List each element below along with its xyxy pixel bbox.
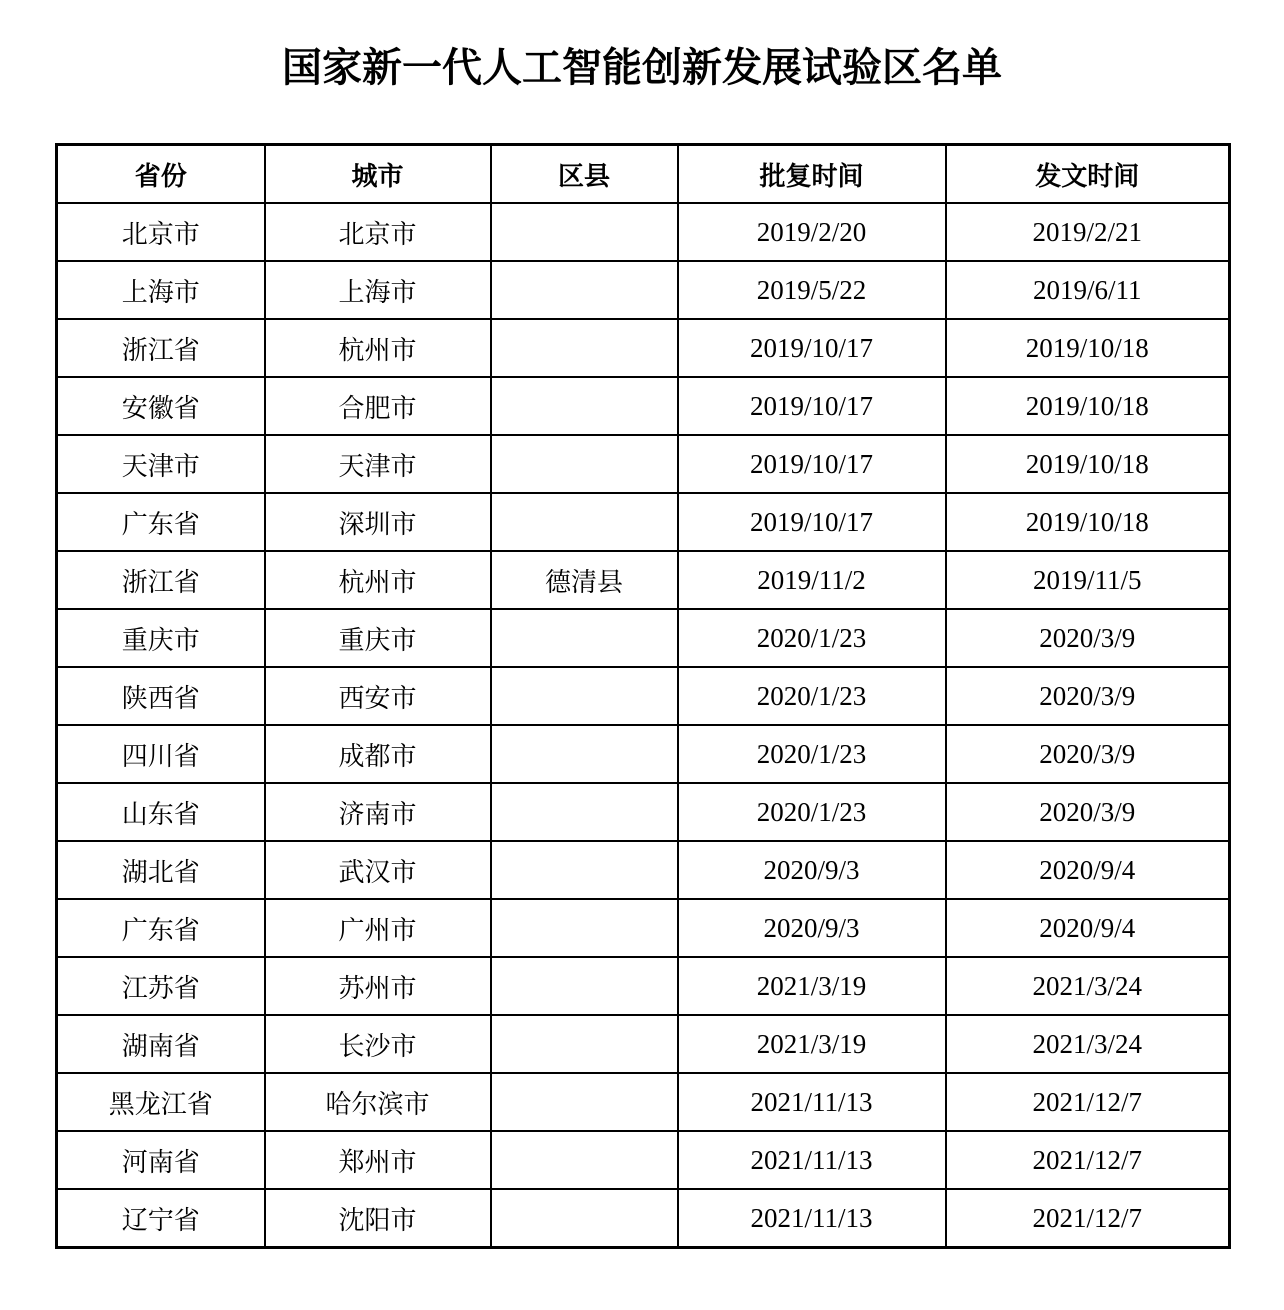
cell-city: 西安市: [265, 667, 491, 725]
cell-approval-date: 2019/10/17: [678, 377, 946, 435]
cell-issue-date: 2020/3/9: [946, 667, 1230, 725]
cell-province: 安徽省: [57, 377, 265, 435]
cell-city: 上海市: [265, 261, 491, 319]
table-row: [57, 957, 1230, 1015]
cell-province: 辽宁省: [57, 1189, 265, 1248]
table-row: [57, 203, 1230, 261]
header-province: 省份: [57, 145, 265, 204]
table-row: [57, 1015, 1230, 1073]
header-issue-date: 发文时间: [946, 145, 1230, 204]
cell-approval-date: 2021/3/19: [678, 1015, 946, 1073]
cell-province: 四川省: [57, 725, 265, 783]
cell-approval-date: 2019/11/2: [678, 551, 946, 609]
table-row: [57, 1073, 1230, 1131]
cell-district: [491, 377, 678, 435]
header-city: 城市: [265, 145, 491, 204]
cell-issue-date: 2020/3/9: [946, 783, 1230, 841]
cell-issue-date: 2020/3/9: [946, 609, 1230, 667]
cell-province: 广东省: [57, 493, 265, 551]
cell-issue-date: 2021/12/7: [946, 1189, 1230, 1248]
cell-district: [491, 319, 678, 377]
cell-province: 浙江省: [57, 319, 265, 377]
table-row: [57, 261, 1230, 319]
cell-approval-date: 2020/1/23: [678, 609, 946, 667]
table-row: [57, 783, 1230, 841]
cell-district: [491, 493, 678, 551]
cell-district: [491, 841, 678, 899]
cell-city: 济南市: [265, 783, 491, 841]
cell-approval-date: 2021/11/13: [678, 1131, 946, 1189]
cell-approval-date: 2019/5/22: [678, 261, 946, 319]
cell-issue-date: 2019/6/11: [946, 261, 1230, 319]
table-row: [57, 493, 1230, 551]
table-row: [57, 319, 1230, 377]
cell-district: [491, 667, 678, 725]
cell-city: 长沙市: [265, 1015, 491, 1073]
page-title: 国家新一代人工智能创新发展试验区名单: [282, 45, 1002, 91]
cell-province: 天津市: [57, 435, 265, 493]
table-row: [57, 1131, 1230, 1189]
cell-city: 天津市: [265, 435, 491, 493]
cell-district: [491, 609, 678, 667]
cell-district: [491, 1015, 678, 1073]
cell-province: 北京市: [57, 203, 265, 261]
cell-city: 沈阳市: [265, 1189, 491, 1248]
cell-approval-date: 2019/2/20: [678, 203, 946, 261]
cell-issue-date: 2019/2/21: [946, 203, 1230, 261]
cell-province: 江苏省: [57, 957, 265, 1015]
table-row: [57, 377, 1230, 435]
cell-district: [491, 203, 678, 261]
header-approval-date: 批复时间: [678, 145, 946, 204]
cell-issue-date: 2019/10/18: [946, 493, 1230, 551]
cell-district: [491, 435, 678, 493]
table-row: [57, 609, 1230, 667]
cell-city: 北京市: [265, 203, 491, 261]
cell-issue-date: 2019/10/18: [946, 435, 1230, 493]
cell-approval-date: 2019/10/17: [678, 435, 946, 493]
cell-issue-date: 2020/9/4: [946, 841, 1230, 899]
cell-issue-date: 2021/12/7: [946, 1131, 1230, 1189]
cell-city: 成都市: [265, 725, 491, 783]
cell-district: [491, 899, 678, 957]
cell-province: 广东省: [57, 899, 265, 957]
cell-issue-date: 2021/3/24: [946, 1015, 1230, 1073]
cell-approval-date: 2020/1/23: [678, 725, 946, 783]
cell-district: [491, 261, 678, 319]
cell-approval-date: 2020/1/23: [678, 667, 946, 725]
cell-city: 哈尔滨市: [265, 1073, 491, 1131]
cell-issue-date: 2019/10/18: [946, 377, 1230, 435]
pilot-zone-table: [55, 143, 1231, 1249]
cell-city: 广州市: [265, 899, 491, 957]
table-row: [57, 667, 1230, 725]
cell-district: [491, 1131, 678, 1189]
cell-district: [491, 783, 678, 841]
cell-approval-date: 2019/10/17: [678, 319, 946, 377]
cell-city: 杭州市: [265, 319, 491, 377]
cell-issue-date: 2020/3/9: [946, 725, 1230, 783]
cell-approval-date: 2019/10/17: [678, 493, 946, 551]
cell-province: 湖北省: [57, 841, 265, 899]
table-header-row: [57, 145, 1230, 204]
cell-district: [491, 1189, 678, 1248]
cell-province: 黑龙江省: [57, 1073, 265, 1131]
cell-city: 深圳市: [265, 493, 491, 551]
cell-approval-date: 2020/9/3: [678, 899, 946, 957]
cell-approval-date: 2021/3/19: [678, 957, 946, 1015]
cell-province: 浙江省: [57, 551, 265, 609]
cell-city: 合肥市: [265, 377, 491, 435]
cell-province: 山东省: [57, 783, 265, 841]
table-row: [57, 1189, 1230, 1248]
cell-district: [491, 957, 678, 1015]
cell-issue-date: 2021/12/7: [946, 1073, 1230, 1131]
table-body: [57, 203, 1230, 1248]
cell-approval-date: 2021/11/13: [678, 1073, 946, 1131]
table-row: [57, 725, 1230, 783]
cell-approval-date: 2020/1/23: [678, 783, 946, 841]
table-row: [57, 435, 1230, 493]
cell-province: 重庆市: [57, 609, 265, 667]
table-row: [57, 841, 1230, 899]
cell-city: 苏州市: [265, 957, 491, 1015]
cell-approval-date: 2021/11/13: [678, 1189, 946, 1248]
cell-city: 郑州市: [265, 1131, 491, 1189]
cell-province: 陕西省: [57, 667, 265, 725]
cell-city: 重庆市: [265, 609, 491, 667]
cell-approval-date: 2020/9/3: [678, 841, 946, 899]
cell-city: 杭州市: [265, 551, 491, 609]
cell-province: 上海市: [57, 261, 265, 319]
cell-province: 湖南省: [57, 1015, 265, 1073]
cell-issue-date: 2019/10/18: [946, 319, 1230, 377]
cell-issue-date: 2019/11/5: [946, 551, 1230, 609]
table-row: [57, 551, 1230, 609]
cell-issue-date: 2021/3/24: [946, 957, 1230, 1015]
cell-district: 德清县: [491, 551, 678, 609]
cell-district: [491, 1073, 678, 1131]
cell-issue-date: 2020/9/4: [946, 899, 1230, 957]
cell-city: 武汉市: [265, 841, 491, 899]
cell-district: [491, 725, 678, 783]
cell-province: 河南省: [57, 1131, 265, 1189]
table-row: [57, 899, 1230, 957]
header-district: 区县: [491, 145, 678, 204]
